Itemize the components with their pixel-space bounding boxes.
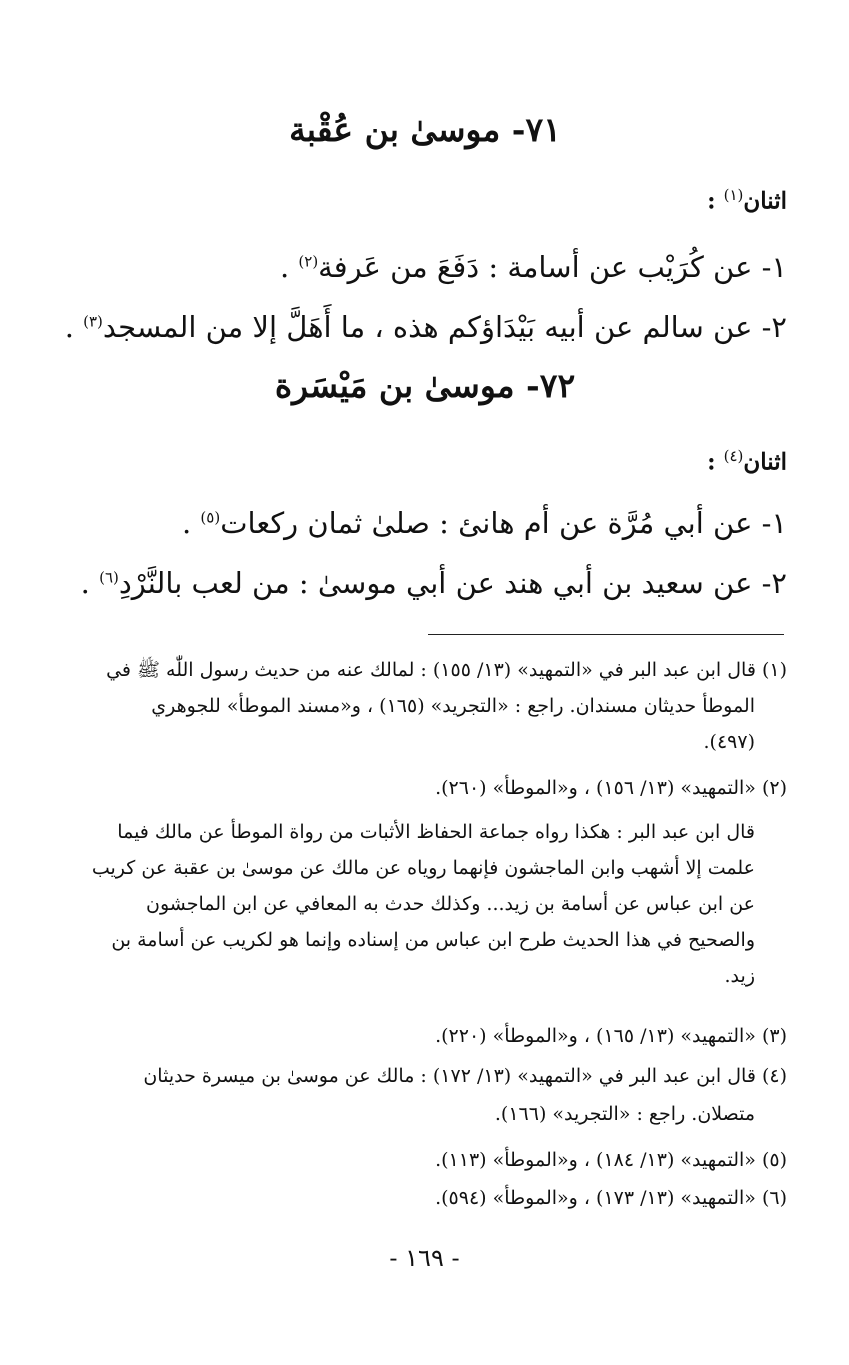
footnote-line: زيد. xyxy=(724,965,755,987)
label-text: اثنان xyxy=(743,187,787,215)
footnote-line: (٥) «التمهيد» (١٣/ ١٨٤) ، و«الموطأ» (١١٣). xyxy=(435,1149,787,1171)
footnote-line: متصلان. راجع : «التجريد» (١٦٦). xyxy=(494,1103,755,1125)
footnote-4 xyxy=(42,1058,787,1094)
hadith-line xyxy=(47,506,787,540)
footnote-ref: (١) xyxy=(723,186,744,204)
hadith-line xyxy=(47,566,787,600)
footnote-line: (١) قال ابن عبد البر في «التمهيد» (١٣/ ١٥٥) : لمالك عنه من حديث رسول اللّٰه ﷺ في xyxy=(106,659,787,681)
footnote-ref: (٦) xyxy=(99,568,119,587)
hadith-text: ١- عن أبي مُرَّة عن أم هانئ : صلىٰ ثمان ركعات xyxy=(220,506,787,540)
footnote-line: (٣) «التمهيد» (١٣/ ١٦٥) ، و«الموطأ» (٢٢٠). xyxy=(435,1025,787,1047)
label-suffix: : xyxy=(707,448,724,476)
section-label-72 xyxy=(707,447,787,476)
line-end: . xyxy=(279,250,299,284)
footnote-line: عن ابن عباس عن أسامة بن زيد... وكذلك حدث به المعافي عن ابن الماجشون xyxy=(146,893,755,915)
line-end: . xyxy=(64,310,84,344)
footnote-6 xyxy=(42,1180,787,1216)
section-title-71: ٧١- موسىٰ بن عُقْبة xyxy=(289,110,561,149)
label-text: اثنان xyxy=(743,448,787,476)
hadith-text: ٢- عن سعيد بن أبي هند عن أبي موسىٰ : من لعب بالنَّرْدِ xyxy=(118,566,787,600)
footnote-3 xyxy=(42,1018,787,1054)
hadith-line xyxy=(47,250,787,284)
footnote-5 xyxy=(42,1142,787,1178)
section-title-72: ٧٢- موسىٰ بن مَيْسَرة xyxy=(274,366,576,405)
footnote-line: (٢) «التمهيد» (١٣/ ١٥٦) ، و«الموطأ» (٢٦٠). xyxy=(435,777,787,799)
footnote-2 xyxy=(42,770,787,806)
footnote-ref: (٥) xyxy=(200,508,221,527)
footnote-4-cont xyxy=(42,1096,755,1132)
footnote-ref: (٢) xyxy=(298,252,319,271)
footnote-1 xyxy=(42,652,787,688)
footnote-ref: (٤) xyxy=(723,447,744,465)
footnote-line: (٤٩٧). xyxy=(703,731,755,753)
footnote-divider xyxy=(428,634,784,635)
footnote-line: الموطأ حديثان مسندان. راجع : «التجريد» (١٦٥) ، و«مسند الموطأ» للجوهري xyxy=(151,695,755,717)
line-end: . xyxy=(181,506,201,540)
section-label-71 xyxy=(707,186,787,215)
hadith-text: ١- عن كُرَيْب عن أسامة : دَفَعَ من عَرفة xyxy=(318,250,787,284)
footnote-1-cont xyxy=(42,688,755,760)
hadith-text: ٢- عن سالم عن أبيه بَيْدَاؤكم هذه ، ما أَهَلَّ إلا من المسجد xyxy=(102,310,787,344)
line-end: . xyxy=(80,566,100,600)
footnote-line: علمت إلا أشهب وابن الماجشون فإنهما روياه عن مالك عن موسىٰ بن عقبة عن كريب xyxy=(91,857,755,879)
label-suffix: : xyxy=(707,187,724,215)
footnote-line: والصحيح في هذا الحديث طرح ابن عباس من إسناده وإنما هو لكريب عن أسامة بن xyxy=(111,929,755,951)
footnote-line: (٤) قال ابن عبد البر في «التمهيد» (١٣/ ١٧٢) : مالك عن موسىٰ بن ميسرة حديثان xyxy=(143,1065,787,1087)
footnote-line: (٦) «التمهيد» (١٣/ ١٧٣) ، و«الموطأ» (٥٩٤). xyxy=(435,1187,787,1209)
page-number: - ١٦٩ - xyxy=(389,1244,460,1272)
footnote-2-cont xyxy=(42,814,755,994)
hadith-line xyxy=(47,310,787,344)
footnote-ref: (٣) xyxy=(83,312,103,331)
footnote-line: قال ابن عبد البر : هكذا رواه جماعة الحفاظ الأثبات من رواة الموطأ عن مالك فيما xyxy=(117,821,755,843)
